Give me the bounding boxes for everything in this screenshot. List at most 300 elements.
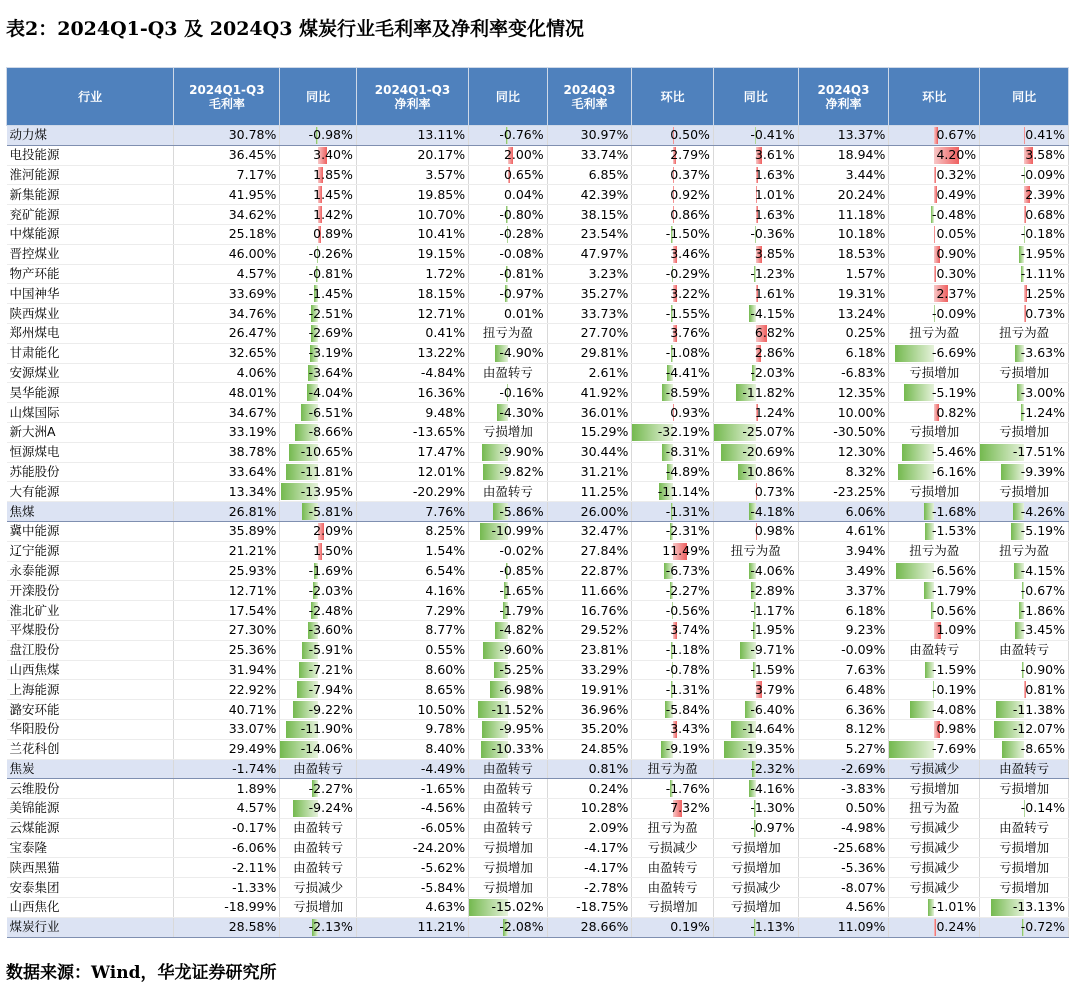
table-row bbox=[7, 462, 1069, 482]
value-cell bbox=[889, 363, 980, 383]
value-text: 亏损增加 bbox=[999, 879, 1050, 895]
header-q3-net-yoy: 同比 bbox=[980, 68, 1069, 126]
value-text: -0.72% bbox=[1020, 919, 1065, 935]
value-text: 3.44% bbox=[845, 166, 886, 182]
value-text: -1.65% bbox=[499, 582, 544, 598]
value-text: 41.92% bbox=[580, 384, 629, 400]
value-cell bbox=[547, 660, 632, 680]
value-cell bbox=[980, 403, 1069, 423]
value-text: 33.69% bbox=[228, 285, 277, 301]
value-text: 19.15% bbox=[417, 246, 466, 262]
value-text: 30.97% bbox=[580, 127, 629, 143]
value-text: -0.19% bbox=[931, 681, 977, 697]
value-cell bbox=[174, 482, 280, 502]
value-cell bbox=[469, 403, 548, 423]
value-cell bbox=[280, 205, 357, 225]
value-text: -1.33% bbox=[232, 879, 277, 895]
value-cell bbox=[889, 502, 980, 522]
value-cell bbox=[547, 838, 632, 858]
value-cell bbox=[889, 917, 980, 937]
value-text: -3.00% bbox=[1020, 384, 1065, 400]
value-text: -2.27% bbox=[308, 780, 353, 796]
value-cell bbox=[980, 799, 1069, 819]
value-text: 6.06% bbox=[845, 503, 886, 519]
value-cell bbox=[980, 739, 1069, 759]
value-cell bbox=[356, 323, 468, 343]
value-cell bbox=[980, 917, 1069, 937]
value-text: 8.40% bbox=[425, 741, 466, 757]
value-cell bbox=[889, 878, 980, 898]
value-cell bbox=[280, 224, 357, 244]
value-text: 亏损减少 bbox=[647, 840, 698, 856]
value-text: 0.67% bbox=[936, 127, 977, 143]
value-text: 由盈转亏 bbox=[293, 760, 344, 776]
value-text: 1.85% bbox=[313, 166, 353, 182]
value-text: -8.31% bbox=[665, 444, 710, 460]
company-name: 恒源煤电 bbox=[7, 442, 174, 462]
value-text: 7.17% bbox=[236, 166, 277, 182]
value-cell bbox=[280, 581, 357, 601]
value-cell bbox=[356, 561, 468, 581]
value-cell bbox=[547, 323, 632, 343]
value-text: -4.04% bbox=[308, 384, 353, 400]
value-text: -2.69% bbox=[308, 325, 353, 341]
value-text: 0.24% bbox=[936, 919, 977, 935]
value-cell bbox=[174, 818, 280, 838]
value-text: -8.65% bbox=[1020, 741, 1065, 757]
value-text: -6.69% bbox=[931, 345, 977, 361]
value-cell bbox=[889, 383, 980, 403]
value-cell bbox=[547, 581, 632, 601]
value-cell bbox=[547, 383, 632, 403]
value-cell bbox=[356, 145, 468, 165]
value-text: 33.19% bbox=[228, 424, 277, 440]
value-cell bbox=[632, 521, 714, 541]
value-text: 亏损减少 bbox=[909, 859, 960, 875]
value-text: 33.73% bbox=[580, 305, 629, 321]
value-text: 10.28% bbox=[580, 800, 629, 816]
value-text: 10.00% bbox=[837, 404, 886, 420]
value-cell bbox=[713, 700, 798, 720]
value-cell bbox=[356, 284, 468, 304]
value-cell bbox=[980, 304, 1069, 324]
value-text: 29.81% bbox=[580, 345, 629, 361]
value-cell bbox=[469, 244, 548, 264]
value-text: -1.59% bbox=[750, 661, 795, 677]
value-cell bbox=[798, 126, 889, 146]
value-text: -6.56% bbox=[931, 562, 977, 578]
value-text: 由盈转亏 bbox=[482, 800, 533, 816]
value-cell bbox=[889, 581, 980, 601]
value-text: 4.61% bbox=[845, 523, 886, 539]
value-text: -11.52% bbox=[491, 701, 544, 717]
value-cell bbox=[980, 383, 1069, 403]
value-text: -1.53% bbox=[931, 523, 977, 539]
table-row bbox=[7, 739, 1069, 759]
value-text: 11.49% bbox=[662, 543, 710, 559]
value-text: -0.26% bbox=[308, 246, 353, 262]
value-text: 18.53% bbox=[837, 246, 886, 262]
value-text: 10.50% bbox=[417, 701, 466, 717]
value-cell bbox=[980, 581, 1069, 601]
value-text: 亏损增加 bbox=[482, 424, 533, 440]
company-name: 淮河能源 bbox=[7, 165, 174, 185]
value-text: -1.23% bbox=[750, 265, 795, 281]
value-cell bbox=[798, 244, 889, 264]
value-text: -5.62% bbox=[420, 859, 466, 875]
value-text: 0.55% bbox=[425, 642, 466, 658]
value-cell bbox=[356, 640, 468, 660]
value-cell bbox=[980, 660, 1069, 680]
value-cell bbox=[469, 521, 548, 541]
value-text: -9.82% bbox=[499, 463, 544, 479]
value-cell bbox=[174, 759, 280, 779]
company-name: 安泰集团 bbox=[7, 878, 174, 898]
value-text: 1.57% bbox=[845, 265, 886, 281]
value-text: 23.54% bbox=[580, 226, 629, 242]
value-cell bbox=[713, 205, 798, 225]
value-cell bbox=[980, 224, 1069, 244]
value-cell bbox=[632, 284, 714, 304]
value-text: 34.67% bbox=[228, 404, 277, 420]
value-text: 1.63% bbox=[754, 206, 795, 222]
value-text: 4.57% bbox=[236, 265, 277, 281]
table-row bbox=[7, 680, 1069, 700]
value-cell bbox=[798, 779, 889, 799]
value-text: 24.85% bbox=[580, 741, 629, 757]
value-text: -2.89% bbox=[750, 582, 795, 598]
value-cell bbox=[174, 799, 280, 819]
value-cell bbox=[356, 719, 468, 739]
value-cell bbox=[469, 779, 548, 799]
value-cell bbox=[174, 581, 280, 601]
data-bar bbox=[895, 345, 934, 362]
value-text: 36.45% bbox=[228, 147, 277, 163]
value-text: 由盈转亏 bbox=[482, 364, 533, 380]
value-text: 由盈转亏 bbox=[482, 820, 533, 836]
value-text: -4.18% bbox=[750, 503, 795, 519]
value-text: 33.74% bbox=[580, 147, 629, 163]
value-cell bbox=[798, 383, 889, 403]
value-text: -1.50% bbox=[665, 226, 710, 242]
value-cell bbox=[469, 323, 548, 343]
value-cell bbox=[713, 838, 798, 858]
value-cell bbox=[469, 502, 548, 522]
value-text: -4.08% bbox=[931, 701, 977, 717]
value-cell bbox=[469, 482, 548, 502]
table-row bbox=[7, 799, 1069, 819]
value-text: 33.07% bbox=[228, 721, 277, 737]
value-text: 0.04% bbox=[503, 186, 544, 202]
value-cell bbox=[889, 422, 980, 442]
value-text: 9.78% bbox=[425, 721, 466, 737]
value-text: -14.06% bbox=[300, 741, 353, 757]
value-cell bbox=[547, 620, 632, 640]
value-text: 8.65% bbox=[425, 681, 466, 697]
value-cell bbox=[632, 818, 714, 838]
value-text: -7.69% bbox=[931, 741, 977, 757]
value-text: 8.25% bbox=[425, 523, 466, 539]
data-bar bbox=[904, 384, 934, 401]
value-cell bbox=[547, 304, 632, 324]
value-text: -1.59% bbox=[931, 661, 977, 677]
value-cell bbox=[798, 700, 889, 720]
value-text: 6.36% bbox=[845, 701, 886, 717]
value-cell bbox=[174, 521, 280, 541]
value-text: -10.86% bbox=[742, 463, 795, 479]
value-cell bbox=[980, 601, 1069, 621]
value-cell bbox=[980, 323, 1069, 343]
value-cell bbox=[356, 680, 468, 700]
value-text: 0.68% bbox=[1025, 206, 1065, 222]
value-text: 亏损减少 bbox=[909, 879, 960, 895]
value-cell bbox=[356, 521, 468, 541]
value-cell bbox=[469, 581, 548, 601]
company-name: 辽宁能源 bbox=[7, 541, 174, 561]
value-text: 13.34% bbox=[228, 483, 277, 499]
table-row bbox=[7, 244, 1069, 264]
value-cell bbox=[798, 838, 889, 858]
value-text: 1.01% bbox=[754, 186, 795, 202]
value-cell bbox=[980, 482, 1069, 502]
value-text: 由盈转亏 bbox=[293, 840, 344, 856]
value-cell bbox=[632, 482, 714, 502]
value-cell bbox=[713, 759, 798, 779]
value-text: 18.15% bbox=[417, 285, 466, 301]
margin-table bbox=[6, 67, 1069, 938]
value-cell bbox=[356, 660, 468, 680]
value-cell bbox=[713, 284, 798, 304]
value-cell bbox=[547, 898, 632, 918]
value-cell bbox=[280, 165, 357, 185]
value-cell bbox=[469, 383, 548, 403]
value-cell bbox=[713, 502, 798, 522]
value-text: -6.98% bbox=[499, 681, 544, 697]
value-cell bbox=[547, 185, 632, 205]
value-text: -1.31% bbox=[665, 681, 710, 697]
value-text: -3.60% bbox=[308, 622, 353, 638]
value-cell bbox=[280, 284, 357, 304]
value-text: -9.22% bbox=[308, 701, 353, 717]
value-text: 19.91% bbox=[580, 681, 629, 697]
value-text: 12.30% bbox=[837, 444, 886, 460]
value-cell bbox=[174, 462, 280, 482]
value-text: 3.49% bbox=[845, 562, 886, 578]
value-cell bbox=[469, 838, 548, 858]
value-cell bbox=[469, 561, 548, 581]
value-cell bbox=[713, 779, 798, 799]
value-text: 亏损增加 bbox=[999, 780, 1050, 796]
value-text: 3.79% bbox=[754, 681, 795, 697]
value-cell bbox=[547, 462, 632, 482]
value-cell bbox=[280, 700, 357, 720]
value-text: 由盈转亏 bbox=[293, 820, 344, 836]
value-cell bbox=[174, 185, 280, 205]
value-text: 1.50% bbox=[313, 543, 353, 559]
value-cell bbox=[632, 838, 714, 858]
value-cell bbox=[469, 165, 548, 185]
table-row bbox=[7, 581, 1069, 601]
value-cell bbox=[469, 343, 548, 363]
value-text: 7.29% bbox=[425, 602, 466, 618]
value-text: 22.87% bbox=[580, 562, 629, 578]
value-text: 26.81% bbox=[228, 503, 277, 519]
value-cell bbox=[356, 858, 468, 878]
value-cell bbox=[713, 521, 798, 541]
company-name: 兰花科创 bbox=[7, 739, 174, 759]
value-text: 6.54% bbox=[425, 562, 466, 578]
value-cell bbox=[632, 759, 714, 779]
value-cell bbox=[798, 799, 889, 819]
value-cell bbox=[798, 739, 889, 759]
value-text: 由盈转亏 bbox=[293, 859, 344, 875]
value-cell bbox=[889, 640, 980, 660]
value-text: 1.45% bbox=[313, 186, 353, 202]
company-name: 昊华能源 bbox=[7, 383, 174, 403]
value-cell bbox=[280, 244, 357, 264]
value-cell bbox=[798, 185, 889, 205]
company-name: 中煤能源 bbox=[7, 224, 174, 244]
value-cell bbox=[632, 126, 714, 146]
value-text: -25.68% bbox=[833, 840, 886, 856]
value-cell bbox=[798, 719, 889, 739]
value-text: -2.27% bbox=[665, 582, 710, 598]
value-cell bbox=[469, 145, 548, 165]
value-text: -9.39% bbox=[1020, 463, 1065, 479]
value-cell bbox=[798, 878, 889, 898]
value-text: 0.30% bbox=[936, 265, 977, 281]
value-cell bbox=[798, 917, 889, 937]
value-cell bbox=[889, 521, 980, 541]
value-text: 42.39% bbox=[580, 186, 629, 202]
value-cell bbox=[469, 363, 548, 383]
value-cell bbox=[469, 185, 548, 205]
table-row bbox=[7, 838, 1069, 858]
value-text: 6.18% bbox=[845, 602, 886, 618]
value-text: -5.25% bbox=[499, 661, 544, 677]
value-text: -7.94% bbox=[308, 681, 353, 697]
value-text: -0.98% bbox=[308, 127, 353, 143]
value-text: 27.70% bbox=[580, 325, 629, 341]
value-cell bbox=[469, 759, 548, 779]
value-text: 由盈转亏 bbox=[482, 760, 533, 776]
value-cell bbox=[547, 422, 632, 442]
value-text: 4.16% bbox=[425, 582, 466, 598]
value-cell bbox=[713, 383, 798, 403]
value-cell bbox=[280, 541, 357, 561]
value-cell bbox=[547, 264, 632, 284]
value-cell bbox=[174, 680, 280, 700]
value-text: -1.24% bbox=[1020, 404, 1065, 420]
value-cell bbox=[713, 185, 798, 205]
value-cell bbox=[889, 541, 980, 561]
value-cell bbox=[632, 462, 714, 482]
value-cell bbox=[280, 304, 357, 324]
value-cell bbox=[889, 818, 980, 838]
value-text: 13.24% bbox=[837, 305, 886, 321]
value-cell bbox=[798, 145, 889, 165]
value-text: -6.40% bbox=[750, 701, 795, 717]
value-cell bbox=[547, 858, 632, 878]
table-title: 表2：2024Q1-Q3 及 2024Q3 煤炭行业毛利率及净利率变化情况 bbox=[6, 18, 585, 40]
value-text: 0.92% bbox=[670, 186, 710, 202]
value-cell bbox=[174, 601, 280, 621]
value-cell bbox=[469, 620, 548, 640]
value-text: 4.56% bbox=[845, 899, 886, 915]
header-q3-net-qoq: 环比 bbox=[889, 68, 980, 126]
value-text: 6.82% bbox=[754, 325, 795, 341]
value-text: 32.65% bbox=[228, 345, 277, 361]
value-text: -4.15% bbox=[750, 305, 795, 321]
value-text: 16.36% bbox=[417, 384, 466, 400]
value-text: -0.09% bbox=[931, 305, 977, 321]
value-cell bbox=[798, 561, 889, 581]
value-cell bbox=[980, 165, 1069, 185]
value-cell bbox=[469, 858, 548, 878]
value-cell bbox=[798, 422, 889, 442]
company-name: 陕西煤业 bbox=[7, 304, 174, 324]
value-text: -2.31% bbox=[665, 523, 710, 539]
value-cell bbox=[713, 818, 798, 838]
value-text: -0.09% bbox=[1020, 166, 1065, 182]
value-cell bbox=[889, 126, 980, 146]
value-cell bbox=[280, 680, 357, 700]
value-text: 11.21% bbox=[417, 919, 466, 935]
value-cell bbox=[280, 898, 357, 918]
value-cell bbox=[469, 126, 548, 146]
value-cell bbox=[469, 719, 548, 739]
value-cell bbox=[980, 284, 1069, 304]
value-text: -30.50% bbox=[833, 424, 886, 440]
table-row bbox=[7, 719, 1069, 739]
value-text: -6.51% bbox=[308, 404, 353, 420]
value-text: -2.03% bbox=[750, 364, 795, 380]
value-cell bbox=[547, 680, 632, 700]
value-cell bbox=[798, 224, 889, 244]
value-text: -4.49% bbox=[420, 760, 466, 776]
value-text: 19.85% bbox=[417, 186, 466, 202]
value-text: 2.09% bbox=[588, 820, 629, 836]
value-text: -5.19% bbox=[931, 384, 977, 400]
value-cell bbox=[632, 403, 714, 423]
value-text: -0.17% bbox=[232, 820, 277, 836]
value-text: 由盈转亏 bbox=[999, 760, 1050, 776]
value-cell bbox=[632, 244, 714, 264]
value-cell bbox=[632, 304, 714, 324]
value-text: -2.13% bbox=[308, 919, 353, 935]
value-text: -13.65% bbox=[412, 424, 466, 440]
value-cell bbox=[280, 185, 357, 205]
section-row bbox=[7, 502, 1069, 522]
value-text: 11.18% bbox=[837, 206, 886, 222]
value-cell bbox=[547, 878, 632, 898]
value-cell bbox=[174, 620, 280, 640]
company-name: 开滦股份 bbox=[7, 581, 174, 601]
value-text: 0.41% bbox=[425, 325, 466, 341]
value-text: 6.18% bbox=[845, 345, 886, 361]
table-row bbox=[7, 383, 1069, 403]
value-cell bbox=[713, 858, 798, 878]
value-cell bbox=[547, 363, 632, 383]
value-text: 0.98% bbox=[754, 523, 795, 539]
value-text: -13.13% bbox=[1012, 899, 1065, 915]
value-cell bbox=[356, 799, 468, 819]
value-text: -32.19% bbox=[657, 424, 710, 440]
value-text: -0.56% bbox=[931, 602, 977, 618]
value-text: 40.71% bbox=[228, 701, 277, 717]
value-cell bbox=[889, 799, 980, 819]
value-cell bbox=[469, 878, 548, 898]
